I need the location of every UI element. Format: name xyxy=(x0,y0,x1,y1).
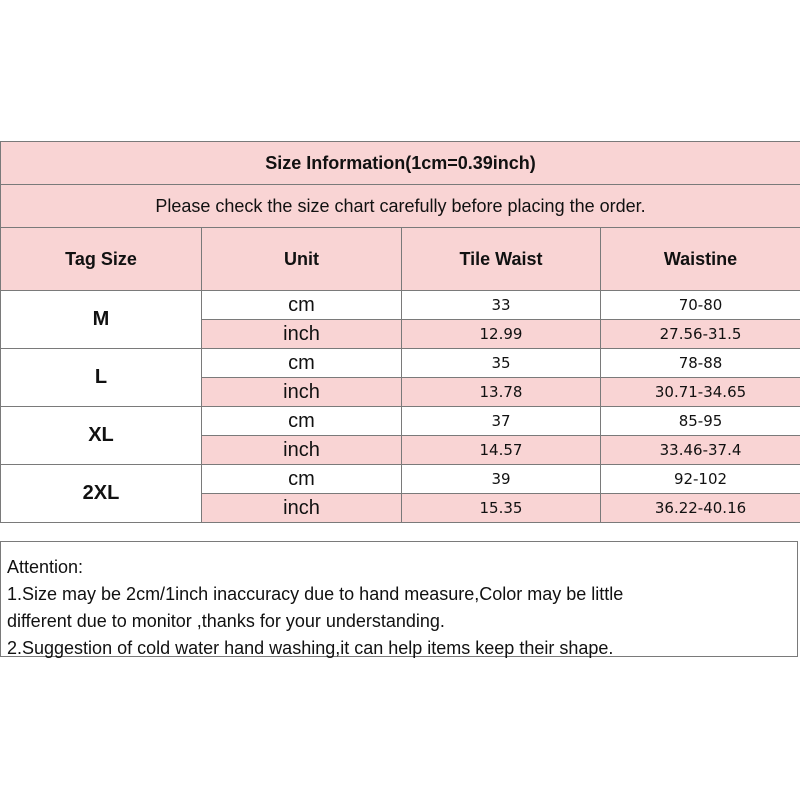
attention-line-3: 2.Suggestion of cold water hand washing,it can help items keep their shape. xyxy=(7,638,614,658)
header-unit: Unit xyxy=(202,228,402,291)
tile-waist-cell: 39 xyxy=(402,465,601,494)
tile-waist-cell: 33 xyxy=(402,291,601,320)
waistine-cell: 85-95 xyxy=(601,407,800,436)
header-tag-size: Tag Size xyxy=(1,228,202,291)
table-row xyxy=(1,349,800,378)
size-chart-title: Size Information(1cm=0.39inch) xyxy=(1,142,800,185)
waistine-cell: 36.22-40.16 xyxy=(601,494,800,523)
tile-waist-cell: 12.99 xyxy=(402,320,601,349)
tile-waist-cell: 13.78 xyxy=(402,378,601,407)
attention-line-2: different due to monitor ,thanks for your understanding. xyxy=(7,611,445,631)
attention-line-1: 1.Size may be 2cm/1inch inaccuracy due to hand measure,Color may be little xyxy=(7,584,624,604)
attention-notes xyxy=(0,541,798,657)
tile-waist-cell: 14.57 xyxy=(402,436,601,465)
header-waistine: Waistine xyxy=(601,228,800,291)
tile-waist-cell: 15.35 xyxy=(402,494,601,523)
unit-cell: cm xyxy=(202,407,402,436)
unit-cell: cm xyxy=(202,465,402,494)
tag-size-cell: 2XL xyxy=(1,465,202,523)
tag-size-cell: XL xyxy=(1,407,202,465)
tag-size-cell: L xyxy=(1,349,202,407)
unit-cell: cm xyxy=(202,349,402,378)
attention-heading: Attention: xyxy=(7,557,84,577)
tile-waist-cell: 37 xyxy=(402,407,601,436)
size-chart-subtitle: Please check the size chart carefully before placing the order. xyxy=(1,185,800,228)
table-row xyxy=(1,407,800,436)
tag-size-cell: M xyxy=(1,291,202,349)
table-row xyxy=(1,291,800,320)
unit-cell: inch xyxy=(202,320,402,349)
waistine-cell: 70-80 xyxy=(601,291,800,320)
header-tile-waist: Tile Waist xyxy=(402,228,601,291)
waistine-cell: 27.56-31.5 xyxy=(601,320,800,349)
size-chart-table xyxy=(0,141,800,523)
unit-cell: inch xyxy=(202,436,402,465)
unit-cell: inch xyxy=(202,494,402,523)
waistine-cell: 92-102 xyxy=(601,465,800,494)
waistine-cell: 33.46-37.4 xyxy=(601,436,800,465)
tile-waist-cell: 35 xyxy=(402,349,601,378)
unit-cell: inch xyxy=(202,378,402,407)
waistine-cell: 30.71-34.65 xyxy=(601,378,800,407)
waistine-cell: 78-88 xyxy=(601,349,800,378)
unit-cell: cm xyxy=(202,291,402,320)
table-header-row xyxy=(1,228,800,291)
table-row xyxy=(1,465,800,494)
